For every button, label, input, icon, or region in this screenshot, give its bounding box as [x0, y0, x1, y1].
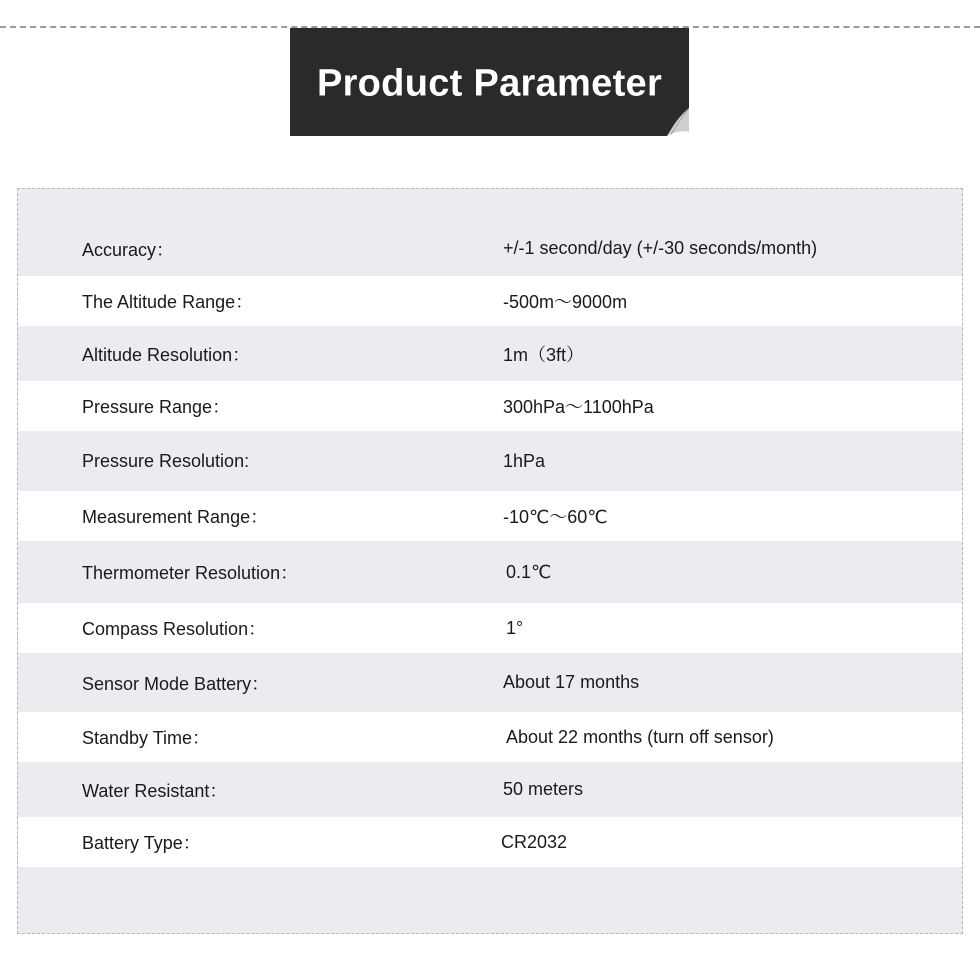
parameter-value: 50 meters [503, 779, 584, 799]
table-row [18, 326, 962, 381]
parameter-value: -500m～9000m [503, 292, 628, 312]
page-title: Product Parameter [316, 62, 663, 105]
parameter-value: 1m（3ft） [503, 344, 585, 365]
table-row [18, 431, 962, 491]
table-row [18, 603, 962, 653]
parameter-value: About 17 months [503, 672, 640, 692]
parameter-label: Water Resistant： [82, 780, 228, 801]
parameter-label: Measurement Range： [82, 507, 269, 527]
table-row [18, 221, 962, 276]
page-curl-icon [667, 108, 689, 136]
table-row [18, 762, 962, 817]
parameter-label: The Altitude Range： [82, 292, 254, 312]
parameter-label: Pressure Range： [82, 397, 231, 417]
table-row [18, 817, 962, 867]
parameter-label: Standby Time： [82, 728, 211, 748]
parameter-label: Compass Resolution： [82, 619, 267, 639]
parameter-label: Sensor Mode Battery： [82, 673, 270, 694]
table-row [18, 276, 962, 326]
parameter-value: 0.1℃ [506, 561, 552, 582]
parameter-value: 300hPa～1100hPa [503, 397, 654, 417]
table-row [18, 712, 962, 762]
table-row [18, 381, 962, 431]
parameter-value: CR2032 [501, 831, 568, 852]
table-row [18, 541, 962, 603]
parameter-label: Thermometer Resolution： [82, 563, 299, 583]
table-row [18, 491, 962, 541]
parameter-label: Accuracy： [82, 239, 175, 260]
parameter-value: About 22 months (turn off sensor) [506, 726, 774, 747]
parameter-value: +/-1 second/day (+/-30 seconds/month) [503, 238, 818, 258]
parameter-value: 1hPa [503, 450, 546, 471]
parameter-value: -10℃～60℃ [503, 507, 608, 527]
parameter-value: 1° [506, 617, 524, 638]
parameter-table [17, 188, 963, 934]
parameter-label: Pressure Resolution: [82, 450, 250, 471]
parameter-label: Battery Type： [82, 833, 201, 853]
table-row [18, 653, 962, 712]
parameter-label: Altitude Resolution： [82, 344, 251, 365]
title-banner [290, 28, 689, 136]
